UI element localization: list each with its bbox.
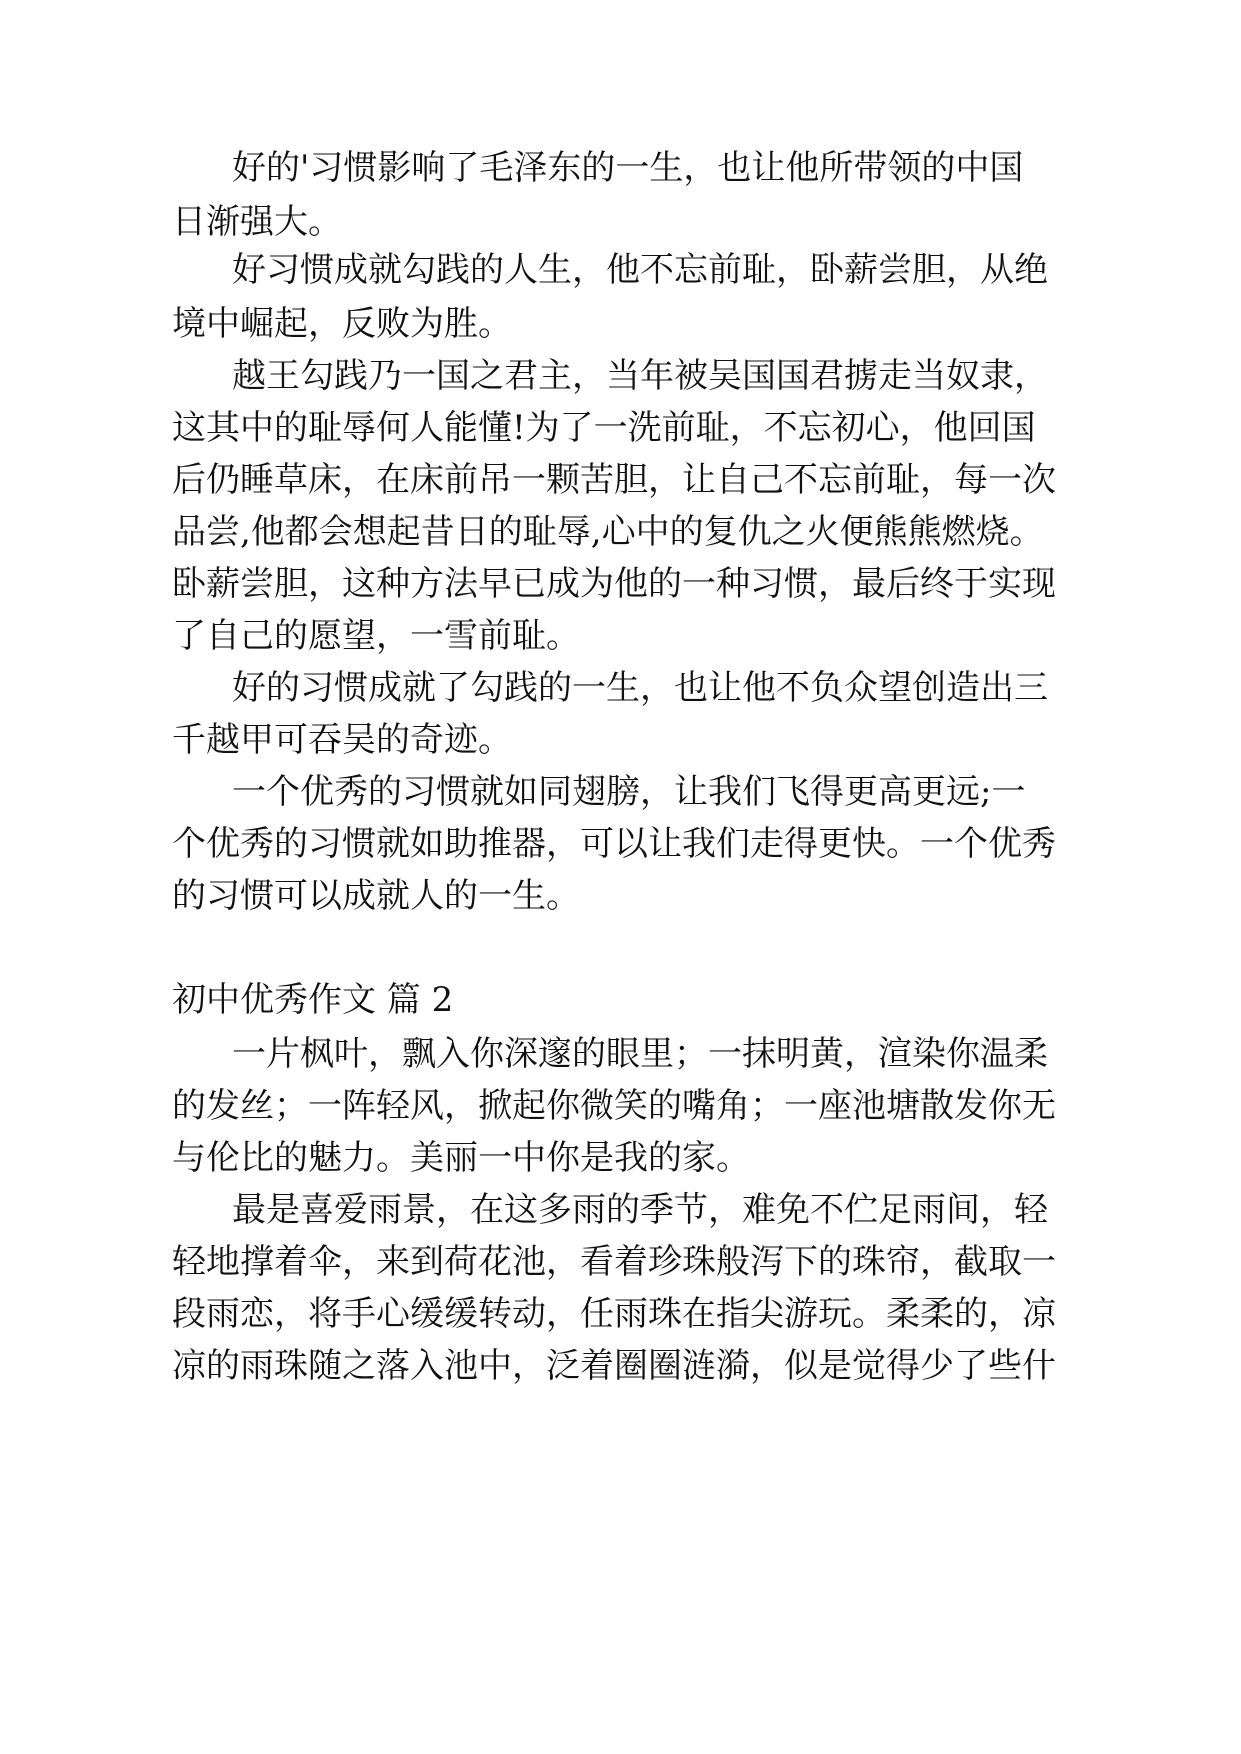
text-line: 品尝,他都会想起昔日的耻辱,心中的复仇之火便熊熊燃烧。 (172, 512, 1044, 552)
text-line: 的习惯可以成就人的一生。 (172, 876, 580, 916)
text-line: 好的习惯成就了勾践的一生，也让他不负众望创造出三 (232, 668, 1048, 708)
text-line: 好的'习惯影响了毛泽东的一生，也让他所带领的中国 (232, 148, 1024, 188)
text-line: 最是喜爱雨景，在这多雨的季节，难免不伫足雨间，轻 (232, 1190, 1048, 1230)
section-heading: 初中优秀作文 篇 2 (172, 980, 454, 1020)
text-line: 后仍睡草床，在床前吊一颗苦胆，让自己不忘前耻，每一次 (172, 460, 1056, 500)
text-line: 与伦比的魅力。美丽一中你是我的家。 (172, 1138, 750, 1178)
text-line: 一个优秀的习惯就如同翅膀，让我们飞得更高更远;一 (232, 772, 1026, 812)
text-line: 个优秀的习惯就如助推器，可以让我们走得更快。一个优秀 (172, 824, 1056, 864)
text-line: 千越甲可吞吴的奇迹。 (172, 720, 512, 760)
text-line: 轻地撑着伞，来到荷花池，看着珍珠般泻下的珠帘，截取一 (172, 1242, 1056, 1282)
text-line: 段雨恋，将手心缓缓转动，任雨珠在指尖游玩。柔柔的，凉 (172, 1294, 1056, 1334)
text-line: 好习惯成就勾践的人生，他不忘前耻，卧薪尝胆，从绝 (232, 250, 1048, 290)
text-line: 一片枫叶，飘入你深邃的眼里；一抹明黄，渲染你温柔 (232, 1034, 1048, 1074)
text-line: 的发丝；一阵轻风，掀起你微笑的嘴角；一座池塘散发你无 (172, 1086, 1056, 1126)
text-line: 越王勾践乃一国之君主，当年被吴国国君掳走当奴隶， (232, 356, 1048, 396)
text-line: 卧薪尝胆，这种方法早已成为他的一种习惯，最后终于实现 (172, 564, 1056, 604)
text-line: 日渐强大。 (172, 202, 342, 242)
text-line: 境中崛起，反败为胜。 (172, 304, 512, 344)
text-line: 了自己的愿望，一雪前耻。 (172, 616, 580, 656)
text-line: 凉的雨珠随之落入池中，泛着圈圈涟漪，似是觉得少了些什 (172, 1346, 1056, 1386)
text-line: 这其中的耻辱何人能懂!为了一洗前耻，不忘初心，他回国 (172, 408, 1036, 448)
